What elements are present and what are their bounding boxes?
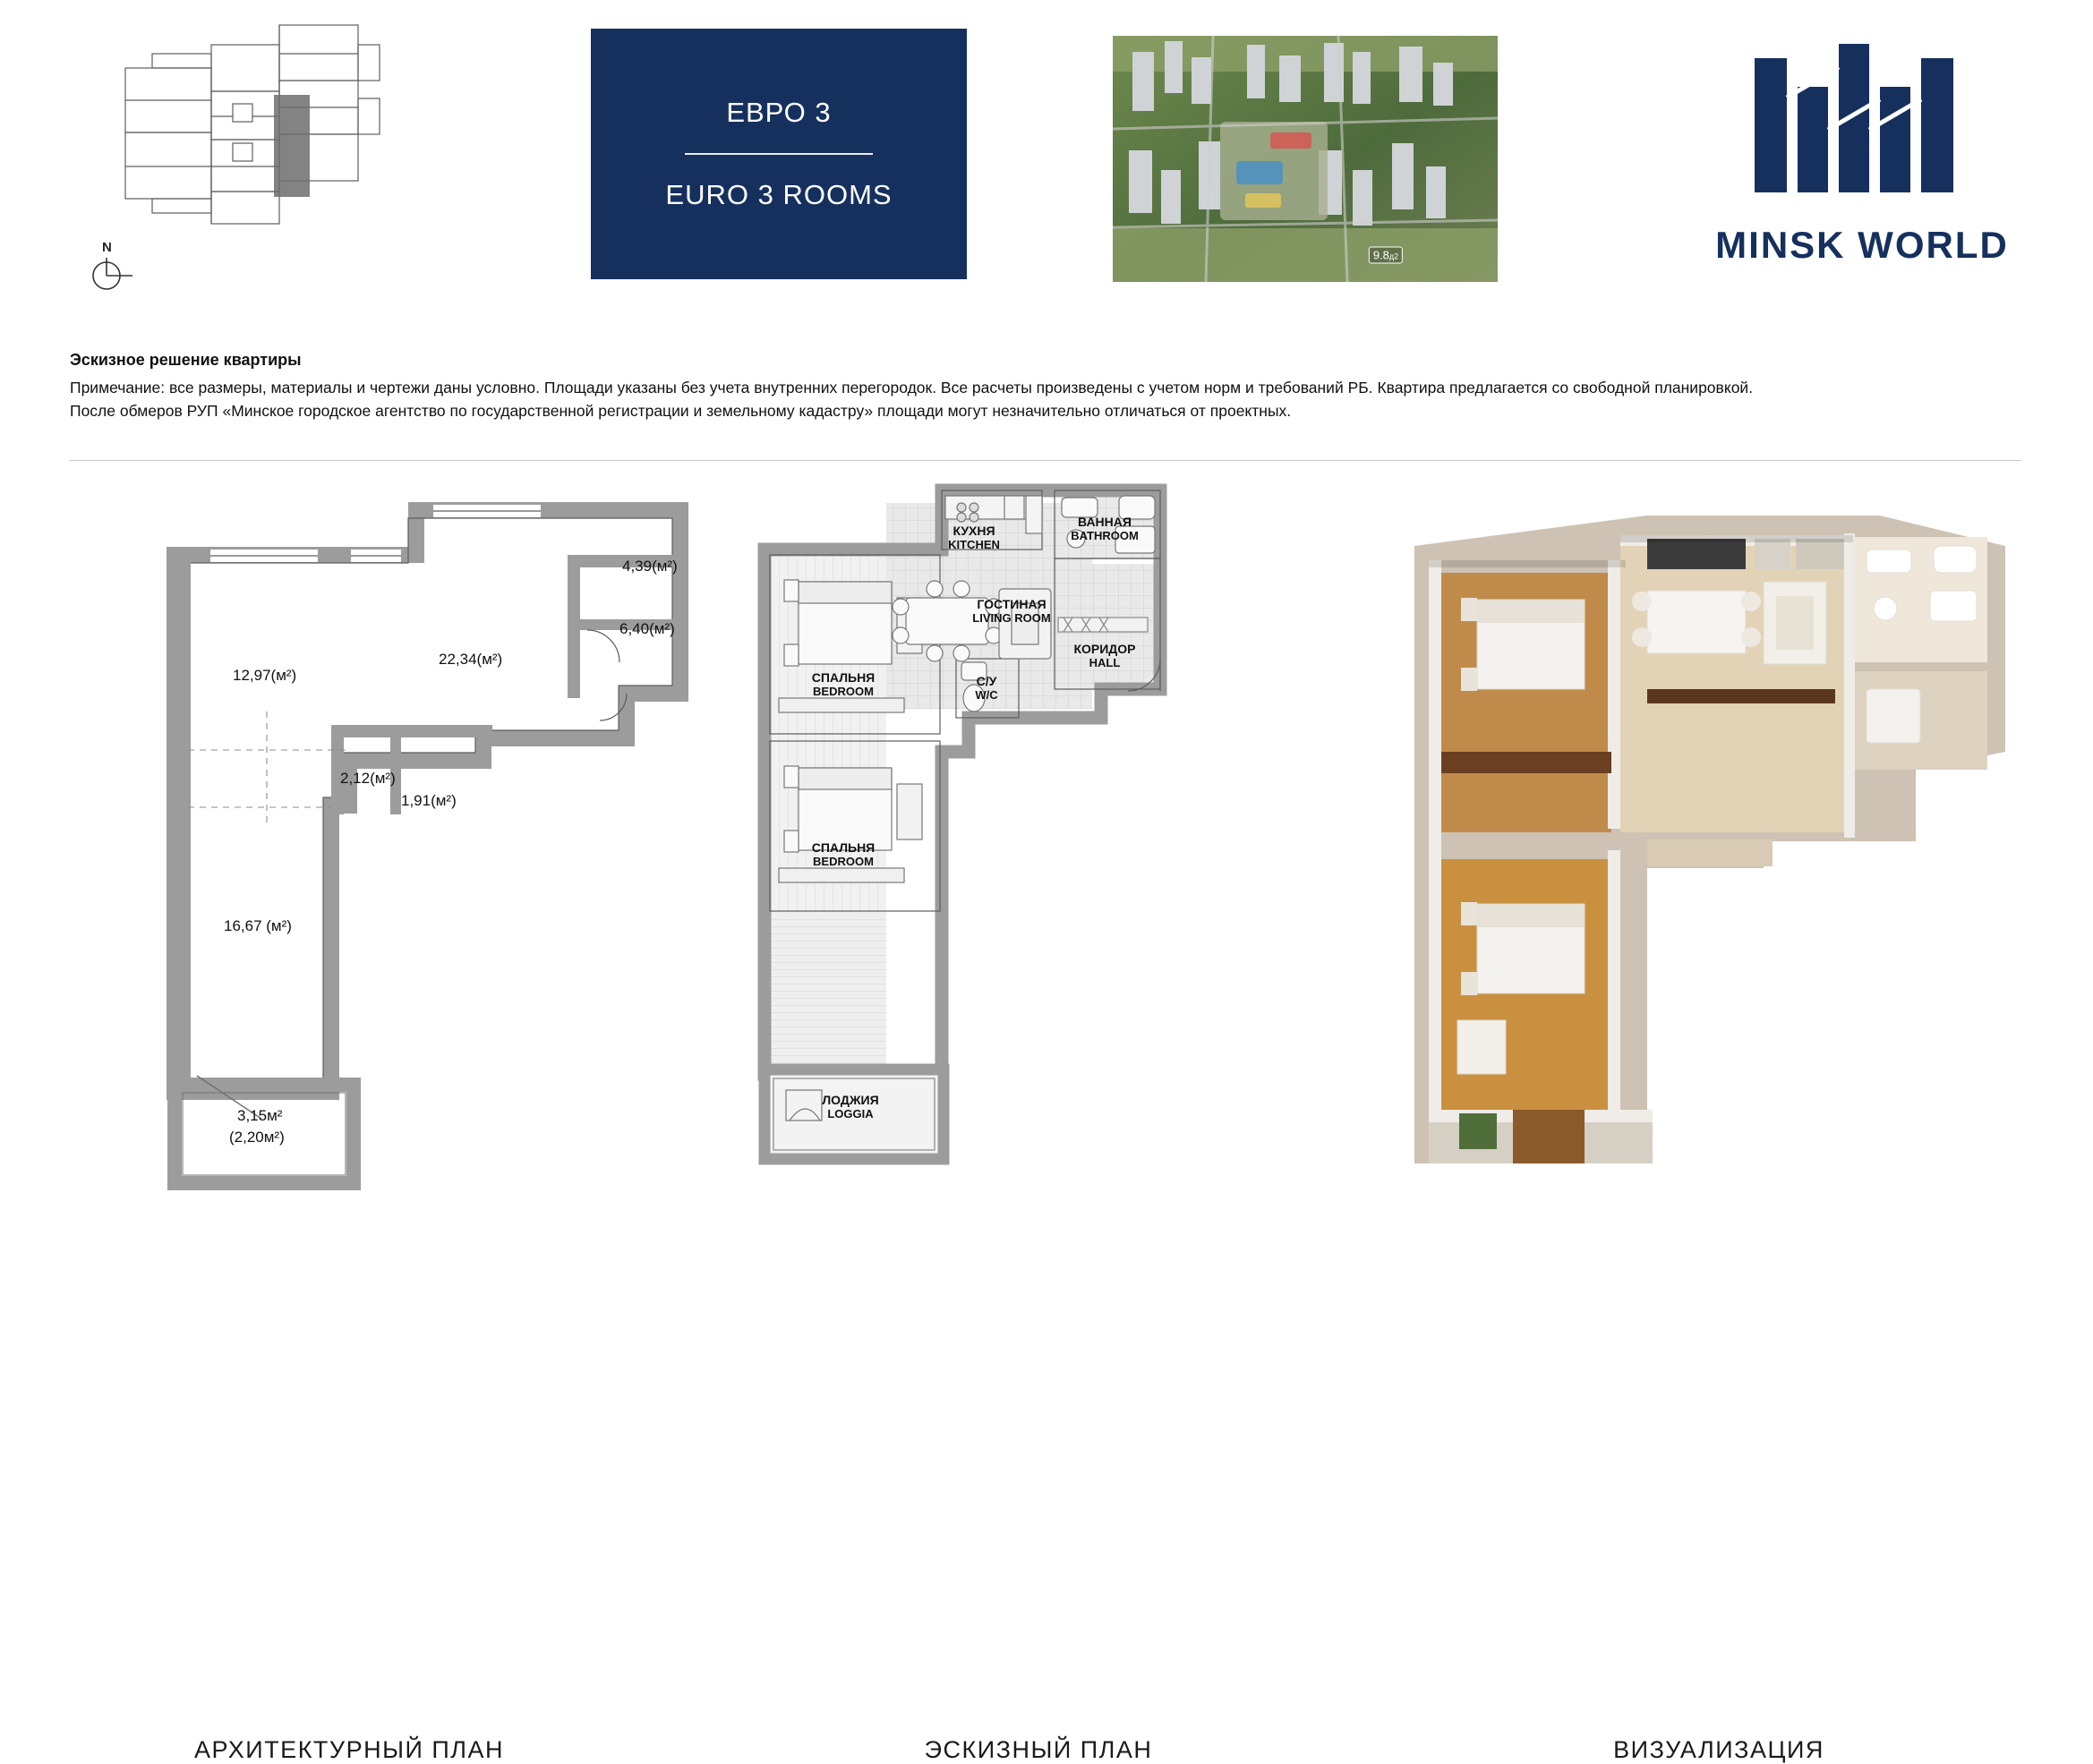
room-label-ru: С/У bbox=[976, 674, 997, 688]
room-label-en: HALL bbox=[1089, 656, 1121, 669]
brand-block bbox=[1683, 31, 2041, 291]
area-label: (2,20м²) bbox=[229, 1129, 285, 1146]
room-label-ru: СПАЛЬНЯ bbox=[811, 670, 876, 685]
area-label: 6,40(м²) bbox=[619, 620, 675, 637]
room-label-en: KITCHEN bbox=[948, 538, 1000, 551]
room-label-en: BATHROOM bbox=[1071, 529, 1139, 542]
area-label: 2,12(м²) bbox=[340, 770, 396, 787]
caption-sketch: ЭСКИЗНЫЙ ПЛАН bbox=[924, 1736, 1153, 1763]
compass-north-label: N bbox=[102, 240, 112, 255]
sheet-header bbox=[0, 0, 2093, 331]
compass-rose bbox=[82, 240, 145, 306]
plans-row bbox=[0, 483, 2093, 1763]
area-label: 4,39(м²) bbox=[622, 558, 678, 575]
brand-name: MINSK WORLD bbox=[1715, 224, 2009, 266]
room-label-en: BEDROOM bbox=[813, 685, 874, 698]
area-label: 22,34(м²) bbox=[439, 651, 503, 668]
room-label-en: W/C bbox=[975, 688, 998, 702]
note-line-1: Примечание: все размеры, материалы и чертежи даны условно. Площади указаны без учета внутренних перегородок. Все расчеты произведены с учетом норм и требований РБ. Квартира предлагается со свободной планировкой. bbox=[70, 379, 1754, 396]
room-label-ru: КОРИДОР bbox=[1073, 642, 1136, 656]
caption-visualization: ВИЗУАЛИЗАЦИЯ bbox=[1613, 1736, 1824, 1763]
disclaimer-note bbox=[70, 351, 2021, 422]
room-label-ru: КУХНЯ bbox=[953, 524, 995, 538]
architectural-plan bbox=[54, 483, 734, 1168]
room-label-ru: СПАЛЬНЯ bbox=[811, 840, 876, 855]
area-label: 12,97(м²) bbox=[233, 667, 297, 684]
aerial-tag-number: 9.8 bbox=[1372, 248, 1389, 262]
area-label: 1,91(м²) bbox=[401, 792, 457, 809]
room-label-ru: ВАННАЯ bbox=[1078, 515, 1132, 529]
aerial-building-tag bbox=[1369, 247, 1403, 264]
title-en: EURO 3 ROOMS bbox=[665, 179, 893, 210]
title-divider bbox=[685, 153, 873, 155]
aerial-site-photo bbox=[1113, 36, 1498, 282]
room-label-ru: ГОСТИНАЯ bbox=[977, 597, 1046, 611]
caption-architectural: АРХИТЕКТУРНЫЙ ПЛАН bbox=[193, 1736, 505, 1763]
room-label-en: LIVING ROOM bbox=[972, 611, 1051, 625]
area-labels bbox=[224, 558, 678, 1146]
room-label-en: BEDROOM bbox=[813, 855, 874, 868]
note-line-2: После обмеров РУП «Минское городское агентство по государственной регистрации и земельному кадастру» площади могут незначительно отличаться от проектных. bbox=[70, 402, 1292, 420]
visualization-render bbox=[1379, 483, 2059, 1168]
title-plate bbox=[591, 29, 967, 279]
aerial-tag-sub: д2 bbox=[1388, 251, 1399, 261]
sketch-plan bbox=[743, 483, 1370, 1168]
room-label-en: LOGGIA bbox=[827, 1107, 874, 1121]
note-divider bbox=[70, 460, 2021, 461]
title-ru: ЕВРО 3 bbox=[726, 97, 832, 128]
area-label: 16,67 (м²) bbox=[224, 917, 292, 934]
mw-logo-icon bbox=[1746, 31, 1978, 201]
building-keyplan bbox=[98, 18, 421, 277]
area-label: 3,15м² bbox=[237, 1107, 283, 1124]
note-heading: Эскизное решение квартиры bbox=[70, 351, 302, 369]
room-label-ru: ЛОДЖИЯ bbox=[822, 1093, 879, 1107]
